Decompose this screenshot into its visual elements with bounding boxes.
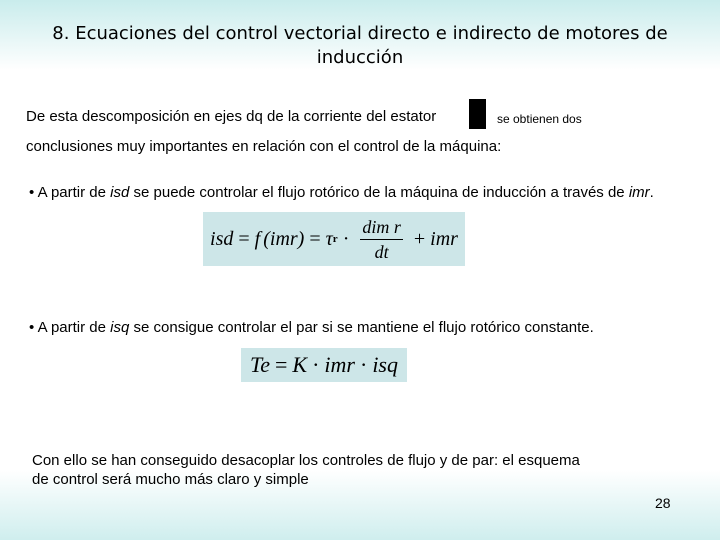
eq1-f: f [254,227,261,250]
bullet-1-var-imr: imr [628,184,650,201]
bullet-1 [29,183,654,202]
eq2-dot-2: · [359,352,368,377]
eq1-fraction [360,216,403,263]
equation-isd [203,212,465,266]
eq1-tau-sub: r [332,233,338,245]
bullet-2-post: se consigue controlar el par si se mantiene el flujo rotórico constante. [133,319,594,336]
page-number: 28 [655,495,671,511]
eq1-plus: + [413,227,426,250]
bullet-1-var-isd: isd [110,184,130,201]
eq1-rhs: imr [430,227,458,250]
eq2-imr: imr [324,352,355,377]
bullet-1-pre: A partir de [37,184,106,201]
eq1-numerator: dim r [360,216,403,240]
eq1-arg: (imr) [263,227,305,250]
bullet-marker: • [29,319,35,336]
slide-title: 8. Ecuaciones del control vectorial directo e indirecto de motores de inducción [52,23,668,68]
eq2-isq: isq [372,352,398,377]
bullet-1-mid: se puede controlar el flujo rotórico de la máquina de inducción a través de [133,184,625,201]
conclusion-line2: de control será mucho más claro y simple [32,471,309,488]
intro-tail: se obtienen dos [497,112,582,126]
eq1-denominator: dt [374,241,389,262]
eq2-k: K [292,352,308,377]
equation-torque [241,348,407,382]
bullet-1-end: . [649,184,654,201]
intro-line2: conclusiones muy importantes en relación con el control de la máquina: [26,138,502,155]
eq1-tau: τ [325,227,333,250]
intro-text: De esta descomposición en ejes dq de la corriente del estator [26,108,437,125]
eq1-lhs: isd [210,227,234,250]
eq1-equals: = [238,227,250,250]
eq1-dot: · [342,227,350,250]
conclusion-line1: Con ello se han conseguido desacoplar los controles de flujo y de par: el esquema [32,452,580,469]
eq1-equals-2: = [309,227,321,250]
eq2-equals: = [274,352,288,377]
eq2-dot-1: · [312,352,320,377]
bullet-2 [29,318,594,337]
eq2-lhs: Te [250,352,270,377]
bullet-2-pre: A partir de [37,319,106,336]
bullet-2-var-isq: isq [110,319,130,336]
redacted-box [469,99,486,129]
bullet-marker: • [29,184,35,201]
